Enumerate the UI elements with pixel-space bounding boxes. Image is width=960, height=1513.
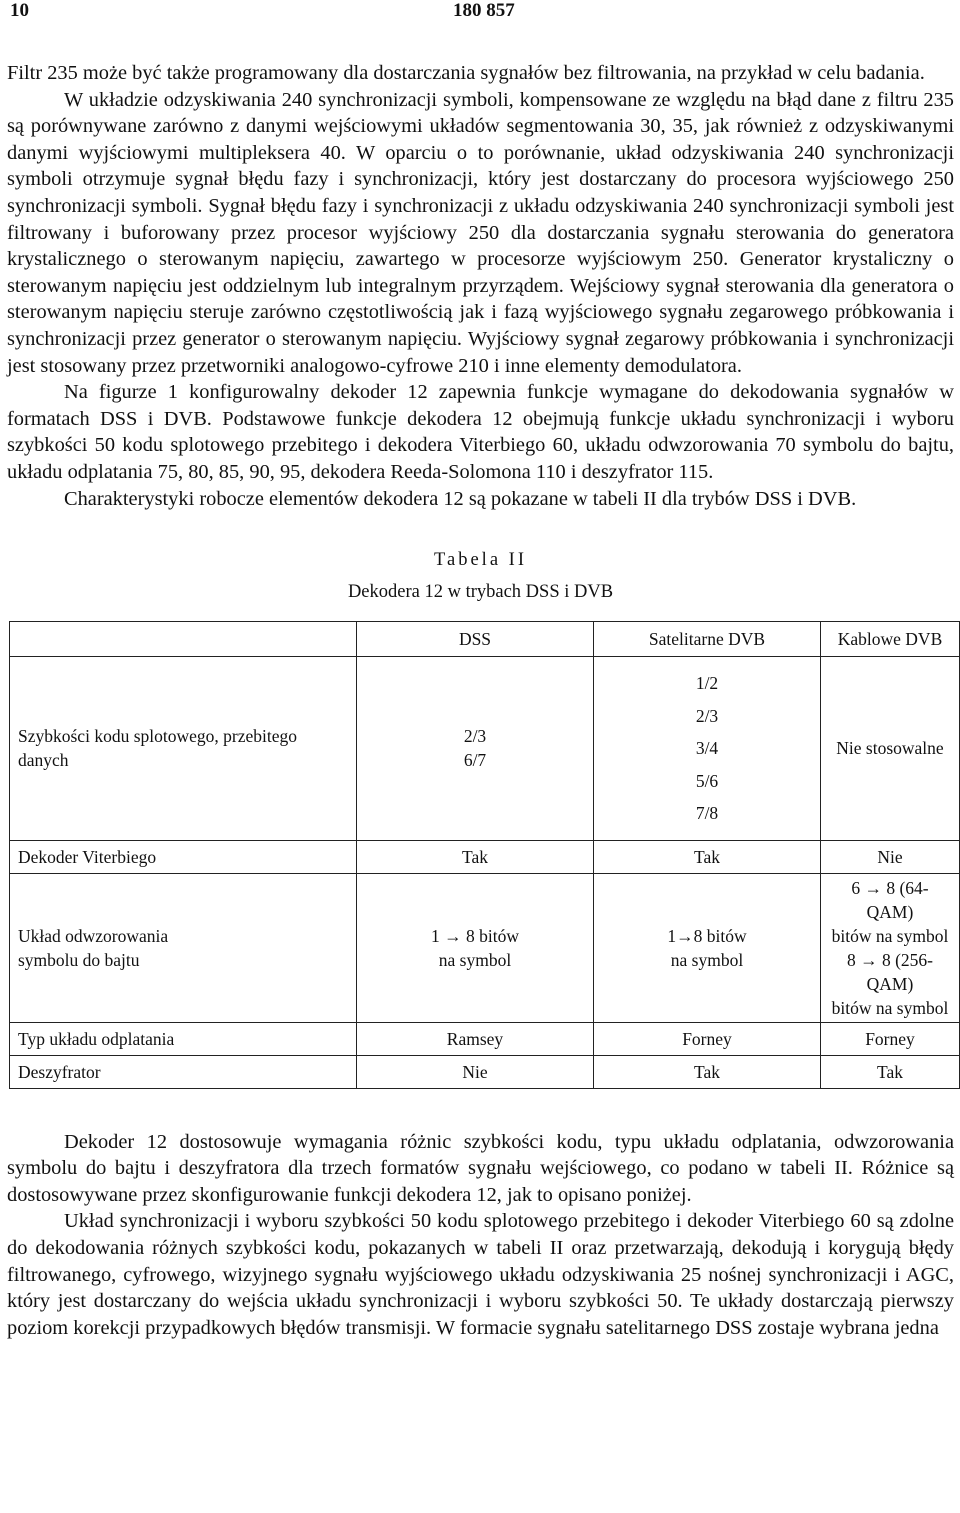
page-number: 10 (10, 0, 29, 21)
cell-line: bitów na symbol (831, 925, 949, 946)
cell-line: 1 → 8 bitów (431, 925, 519, 946)
table-cell: Nie (821, 840, 960, 873)
table-caption: Tabela II (434, 550, 527, 571)
table-cell (357, 873, 594, 1022)
table-row (10, 1055, 960, 1088)
table-cell: Tak (594, 840, 821, 873)
cell-line: 2/3 (463, 726, 487, 747)
table-cell: Forney (821, 1022, 960, 1055)
table-header-cell: DSS (357, 622, 594, 657)
table-row (10, 840, 960, 873)
table-cell: Tak (594, 1055, 821, 1088)
table-cell: Typ układu odplatania (10, 1022, 357, 1055)
table-cell (357, 657, 594, 841)
table-subtitle: Dekodera 12 w trybach DSS i DVB (347, 582, 614, 603)
decoder-modes-table (9, 621, 960, 1089)
table-header-cell: Satelitarne DVB (594, 622, 821, 657)
table-cell (821, 873, 960, 1022)
table-cell: Szybkości kodu splotowego, przebitego danych (10, 657, 357, 841)
table-cell: Ramsey (357, 1022, 594, 1055)
cell-line: 2/3 (695, 705, 719, 726)
paragraph: Na figurze 1 konfigurowalny dekoder 12 zapewnia funkcje wymagane do dekodowania sygnałów w formatach DSS i DVB. Podstawowe funkcje dekodera 12 obejmują funkcje układu synchronizacji i wyboru szybkości 50 kodu splotowego przebitego i dekodera Viterbiego 60, układu odwzorowania 70 symbolu do bajtu, układu odplatania 75, 80, 85, 90, 95, dekodera Reeda-Solomona 110 i deszyfrator 115. (7, 381, 954, 483)
cell-line: na symbol (438, 949, 512, 970)
table-cell: Deszyfrator (10, 1055, 357, 1088)
paragraph: W układzie odzyskiwania 240 synchronizacji symboli, kompensowane ze względu na błąd dane z filtru 235 są porównywane zarówno z danymi wejściowymi układów segmentowania 30, 35, jak również z odzyskiwanymi danymi wyjściowymi multipleksera 40. W oparciu o to porównanie, układ odzyskiwania 240 synchronizacji symboli otrzymuje sygnał błędu fazy i synchronizacji, który jest dostarczany do procesora wyjściowego 250 synchronizacji symboli. Sygnał błędu fazy i synchronizacji z układu odzyskiwania 240 synchronizacji symboli jest filtrowany i buforowany przez procesor wyjściowy 250 dla dostarczania sygnału sterowania do generatora krystalicznego o sterowanym napięciu, zawartego w procesorze wyjściowym 250. Generator krystaliczny o sterowanym napięciu jest oddzielnym lub integralnym przyrządem. Wejściowy sygnał sterowania dla generatora o sterowanym napięciu steruje zarówno częstotliwością jak i fazą wyjściowego sygnału zegarowego próbkowania i synchronizacji przez generator o sterowanym napięciu. Wyjściowy sygnał zegarowy próbkowania i synchronizacji jest stosowany przez przetworniki analogowo-cyfrowe 210 i inne elementy demodulatora. (7, 88, 954, 377)
cell-line: 6/7 (463, 750, 487, 771)
table-row (10, 1022, 960, 1055)
cell-line: 6 → 8 (64-QAM) (851, 877, 929, 922)
paragraph: Filtr 235 może być także programowany dla dostarczania sygnałów bez filtrowania, na przykład w celu badania. (7, 62, 925, 84)
table-cell: Nie stosowalne (821, 657, 960, 841)
table-header-cell (10, 622, 357, 657)
cell-line: 5/6 (695, 770, 719, 791)
cell-line: 3/4 (695, 738, 719, 759)
page-header (7, 0, 954, 34)
table-header-cell: Kablowe DVB (821, 622, 960, 657)
table-cell: Tak (821, 1055, 960, 1088)
paragraph: Dekoder 12 dostosowuje wymagania różnic szybkości kodu, typu układu odplatania, odwzorowania symbolu do bajtu i deszyfratora dla trzech formatów sygnału wejściowego, co podano w tabeli II. Różnice są dostosowywane przez skonfigurowanie funkcji dekodera 12, jak to opisano poniżej. (7, 1130, 954, 1206)
cell-line: 1/2 (695, 673, 719, 694)
table-header-row (10, 622, 960, 657)
table-cell: Dekoder Viterbiego (10, 840, 357, 873)
table-row (10, 657, 960, 841)
table-cell: Tak (357, 840, 594, 873)
table-cell (10, 873, 357, 1022)
paragraph: Charakterystyki robocze elementów dekodera 12 są pokazane w tabeli II dla trybów DSS i DVB. (64, 487, 857, 510)
cell-line: 1→8 bitów (667, 925, 747, 946)
cell-line: 8 → 8 (256-QAM) (846, 949, 934, 994)
cell-line: symbolu do bajtu (18, 949, 140, 970)
patent-number: 180 857 (453, 0, 515, 21)
paragraph: Układ synchronizacji i wyboru szybkości 50 kodu splotowego przebitego i dekoder Viterbiego 60 są zdolne do dekodowania różnych szybkości kodu, pokazanych w tabeli II oraz przetwarzają, dekodują i korygują błędy filtrowanego, cyfrowego, wizyjnego sygnału wyjściowego układu odzyskiwania 25 nośnej synchronizacji i AGC, który jest dostarczany do wejścia układu synchronizacji i wyboru szybkości 50. Te układy dostarczają pierwszy poziom korekcji przypadkowych błędów transmisji. W formacie sygnału satelitarnego DSS zostaje wybrana jedna (7, 1210, 954, 1339)
table-cell (594, 873, 821, 1022)
cell-line: Układ odwzorowania (18, 925, 169, 946)
cell-line: bitów na symbol (831, 997, 949, 1018)
cell-line: 7/8 (695, 803, 719, 824)
table-cell (594, 657, 821, 841)
cell-line: na symbol (670, 949, 744, 970)
table-cell: Nie (357, 1055, 594, 1088)
table-cell: Forney (594, 1022, 821, 1055)
table-row (10, 873, 960, 1022)
